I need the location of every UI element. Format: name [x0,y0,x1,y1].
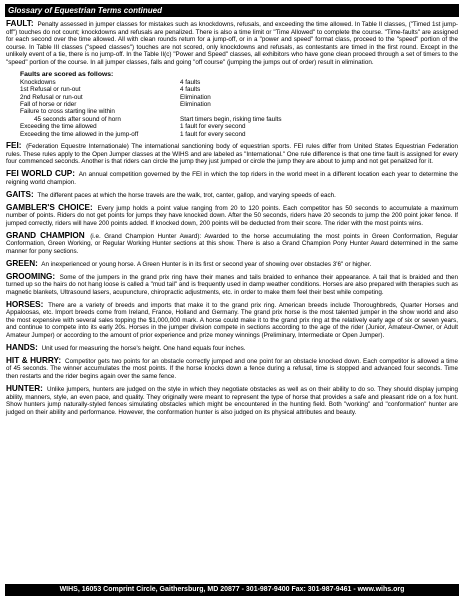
fault-type: Failure to cross starting line within [20,108,115,116]
faults-row [20,116,458,123]
glossary-entry-hands [6,344,458,353]
glossary-entry-grooming [6,273,458,297]
fault-type: Knockdowns [20,78,56,86]
glossary-entry-green [6,260,458,269]
term-definition: (i.e. Grand Champion Hunter Award): Awarded to the horse accumulating the most points in Green Conformation, Regular Conformation, Green Working, or Regular Working Hunter sections at this show. There is also a Grand Champion Pony Hunter Award determined in the same manner for pony sections. [6,232,459,255]
term-definition: Every jump holds a point value ranging from 20 to 120 points. Each competitor has 50 seconds to accumulate a maximum number of points. Riders do not get points for jumps they have knocked down. After the 50 seconds, riders have 20 seconds to jump the 200 point joker fence. If jumped correctly, riders will have 200 points added. If knocked down, 200 points will be deducted from their score. The rider with the most points wins. [6,204,459,227]
glossary-entry-horses [6,301,458,340]
term-label: GAMBLER'S CHOICE: [6,202,93,212]
glossary-content [6,20,458,421]
term-definition: Unlike jumpers, hunters are judged on the style in which they negotiate obstacles as well as on their ability to do so. They should display jumping ability, manners, style, an even pace, and quality. They originally were meant to represent the type of horse that provides a safe and pleasant ride on a fox hunt. Show hunters jump naturally-styled fences simulating obstacles which might be encountered in the hunting field. Both "working" and "conformation" hunter are judged on their ability and performance. However, the conformation hunter is also judged on its physical attributes and beauty. [6,385,459,416]
fault-penalty: Start timers begin, risking time faults [180,115,282,123]
fault-type: 45 seconds after sound of horn [34,115,121,123]
term-label: HIT & HURRY: [6,355,62,365]
fault-penalty: 1 fault for every second [180,123,246,131]
glossary-entry-hit-and-hurry [6,357,458,381]
term-label: FAULT: [6,19,34,28]
term-label: HORSES: [6,299,44,309]
faults-row [20,101,458,108]
term-label: HUNTER: [6,383,43,393]
term-definition: An inexperienced or young horse. A Green Hunter is in its first or second year of showing over obstacles 3'6" or higher. [41,260,372,268]
term-definition: Some of the jumpers in the grand prix ring have their manes and tails braided to enhance their appearance. A tail that is braided and then turned up so the hairs do not hang loose is called a "mud tail" and is frequently used in damp weather conditions. Horses are also prepared with therapies such as magnetic blankets, Ultrasound lasers, acupuncture, chiropractic adjustments, etc. in order to make them feel their best while competing. [6,273,459,296]
fault-penalty: Elimination [180,101,211,109]
fault-type: Exceeding the time allowed [20,123,97,131]
fault-penalty [180,108,458,115]
term-definition: Penalty assessed in jumper classes for mistakes such as knockdowns, refusals, and exceeding the time allowed. In Table II classes, ("Timed 1st jump-off") touches do not count; knockdowns and refusals are penalized. There is also a time limit or "Time Allowed" to complete the course. "Time-faults" are assigned for each second over the time allowed. All with clean rounds return for a jump-off, or in a "power and speed" format class, proceed to the "speed" portion of the course. In Table III classes ("speed classes") touches are not scored, only knockdowns and refusals, as contestants are timed in the first round. Except in the unlikely event of a tie, there is no jump-off. In the Table II(c) "Power and Speed" classes, all exhibitors who have gone clean proceed through a set of timers to the "speed" portion of the course. In all jumper classes, falls and going "off course" (jumping the jumps out of order) result in elimination. [6,21,458,66]
term-label: FEI WORLD CUP: [6,169,75,179]
glossary-entry-fault [6,20,458,67]
term-label: GRAND CHAMPION [6,230,85,240]
term-label: GREEN: [6,258,38,268]
term-definition: The different paces at which the horse travels are the walk, trot, canter, gallop, and varying speeds of each. [37,191,336,199]
term-definition: An annual competition governed by the FEI in which the top riders in the world meet in a different location each year to determine the reigning world champion. [6,171,458,186]
faults-row [20,108,458,115]
page-header: Glossary of Equestrian Terms continued [5,4,459,17]
fault-type: Exceeding the time allowed in the jump-off [20,130,139,138]
glossary-entry-gamblers-choice [6,204,458,228]
term-definition: Competitor gets two points for an obstacle correctly jumped and one point for an obstacle knocked down. Each competitor is allowed a time of 45 seconds. The winner accumulates the most points. If the horse knocks down a fence during a refusal, time is stopped and advanced four seconds. Time then restarts and the rider begins again over the same fence. [6,357,458,381]
glossary-entry-hunter [6,385,458,416]
term-label: GAITS: [6,189,34,199]
fault-penalty: Elimination [180,93,211,101]
fault-penalty: 4 faults [180,86,201,94]
faults-row [20,79,458,86]
term-label: HANDS: [6,342,38,352]
faults-row [20,86,458,93]
document-page [5,4,459,596]
faults-table [20,71,458,138]
term-label: GROOMING: [6,271,56,281]
term-definition: Unit used for measuring the horse's height. One hand equals four inches. [41,344,246,352]
term-label: FEI: [6,141,22,151]
page-footer: WIHS, 16053 Comprint Circle, Gaithersburg, MD 20877 - 301-987-9400 Fax: 301-987-9461 - www.wihs.org [5,584,459,596]
faults-row [20,123,458,130]
fault-type: 2nd Refusal or run-out [20,93,83,101]
faults-row [20,94,458,101]
glossary-entry-fei-world-cup [6,170,458,186]
faults-row [20,131,458,138]
fault-type: 1st Refusal or run-out [20,86,81,94]
glossary-entry-fei [6,142,458,166]
fault-penalty: 4 faults [180,78,201,86]
faults-table-title: Faults are scored as follows: [20,70,114,78]
glossary-entry-gaits [6,191,458,200]
fault-penalty: 1 fault for every second [180,130,246,138]
term-definition: (Federation Equestre Internationale) The international sanctioning body of equestrian sports. FEI rules differ from United States Equestrian Federation rules. These rules apply to the Open Jumper classes at the WIHS and are labeled as "International." One rule difference is that one time fault is assigned for every four commenced seconds. Another is that riders can circle the jump they just jumped or circle the jump they are about to jump and not get penalized for it. [6,143,458,166]
term-definition: There are a variety of breeds and imports that make it to the grand prix ring. American breeds include Thoroughbreds, Quarter Horses and Appaloosas, etc. Import breeds come from Ireland, France, Holland and Germany. The grand prix horse is the most talented jumper in the show world and also the most expensive with several sales topping the $1,000,000 mark. A horse could make it to the grand prix ring at the relatively early age of six or seven years, and continue to compete into its early 20s. Horses in the jumper division compete in sections according to the age of the rider (Junior, Amateur-Owner, or Adult Amateur Jumper) or according to the amount of prior experience and prize money winnings (Preliminary, Intermediate or Open Jumper). [6,301,458,340]
fault-type: Fall of horse or rider [20,101,77,109]
glossary-entry-grand-champion [6,232,458,256]
